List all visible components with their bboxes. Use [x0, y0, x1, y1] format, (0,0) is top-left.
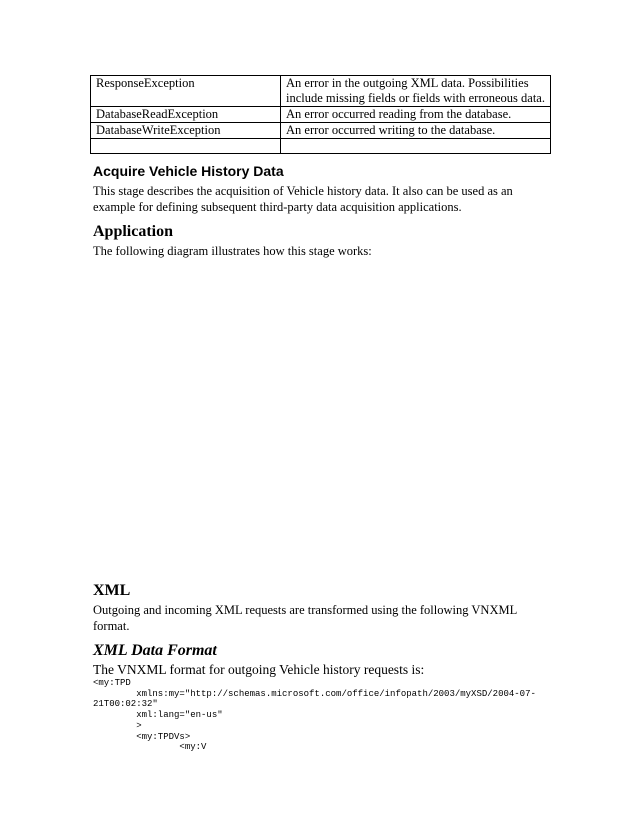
description-line: include missing fields or fields with erroneous data. [286, 91, 545, 105]
paragraph-line: Outgoing and incoming XML requests are transformed using the following VNXML [93, 603, 518, 617]
section-heading-application: Application [93, 223, 174, 240]
paragraph-line: example for defining subsequent third-party data acquisition applications. [93, 200, 462, 214]
exception-table [90, 75, 551, 154]
table-row [91, 139, 551, 154]
application-paragraph: The following diagram illustrates how this stage works: [93, 244, 372, 258]
xml-paragraph [93, 602, 533, 634]
exception-name: DatabaseReadException [91, 107, 281, 123]
code-line: > [93, 720, 142, 731]
table-row [91, 76, 551, 107]
format-paragraph: The VNXML format for outgoing Vehicle history requests is: [93, 662, 425, 677]
exception-name: ResponseException [91, 76, 281, 107]
section-heading-xml-data-format: XML Data Format [93, 642, 217, 659]
xml-code-block [93, 678, 536, 753]
code-line: 21T00:02:32" [93, 699, 158, 710]
code-line: <my:TPD [93, 678, 131, 688]
code-line: <my:TPDVs> [93, 731, 191, 742]
exception-name [91, 139, 281, 154]
exception-description [281, 139, 551, 154]
paragraph-line: format. [93, 619, 130, 633]
code-line: xmlns:my="http://schemas.microsoft.com/office/infopath/2003/myXSD/2004-07- [93, 688, 536, 699]
code-line: <my:V [93, 742, 207, 753]
description-line: An error in the outgoing XML data. Possibilities [286, 76, 529, 90]
section-heading-xml: XML [93, 582, 131, 599]
exception-description: An error occurred reading from the database. [281, 107, 551, 123]
exception-name: DatabaseWriteException [91, 123, 281, 139]
acquire-paragraph [93, 183, 533, 215]
diagram-placeholder [93, 265, 543, 570]
section-heading-acquire: Acquire Vehicle History Data [93, 163, 284, 179]
code-line: xml:lang="en-us" [93, 710, 223, 721]
table-row [91, 123, 551, 139]
exception-description [281, 76, 551, 107]
paragraph-line: This stage describes the acquisition of Vehicle history data. It also can be used as an [93, 184, 513, 198]
table-row [91, 107, 551, 123]
exception-description: An error occurred writing to the database. [281, 123, 551, 139]
